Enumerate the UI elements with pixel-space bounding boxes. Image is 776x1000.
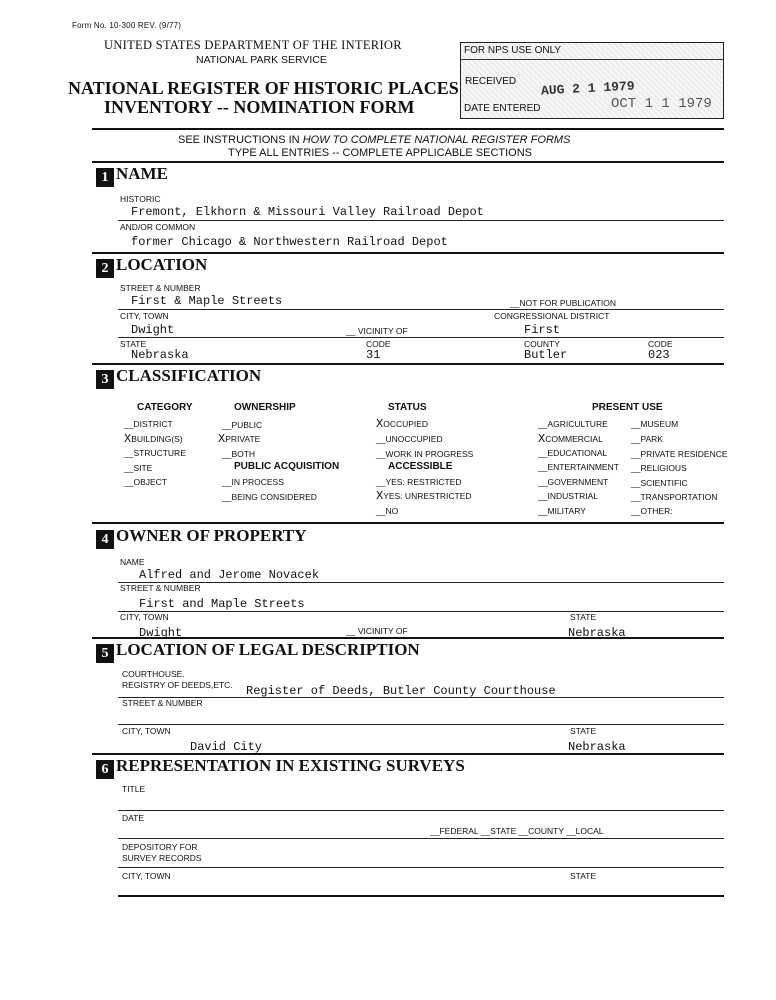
state-code-value: 31 xyxy=(366,348,381,362)
registry-label: REGISTRY OF DEEDS,ETC. xyxy=(122,680,233,690)
ownership-private: XPRIVATE xyxy=(218,432,261,446)
congressional-district-value: First xyxy=(524,323,561,337)
not-for-publication: __NOT FOR PUBLICATION xyxy=(510,298,616,308)
category-heading: CATEGORY xyxy=(137,402,193,413)
ownership-public: __PUBLIC xyxy=(222,420,263,430)
ownership-both: __BOTH xyxy=(222,449,256,459)
checked-mark: X xyxy=(218,432,226,446)
owner-street-value: First and Maple Streets xyxy=(139,597,305,611)
accessible-no: __NO xyxy=(376,506,399,516)
county-code-value: 023 xyxy=(648,348,670,362)
county-code-label: CODE xyxy=(648,339,673,349)
category-structure: __STRUCTURE xyxy=(124,448,186,458)
depository-label2: SURVEY RECORDS xyxy=(122,853,202,863)
status-occupied: XOCCUPIED xyxy=(376,417,429,431)
use-private-residence: __PRIVATE RESIDENCE xyxy=(631,449,728,459)
use-scientific: __SCIENTIFIC xyxy=(631,478,688,488)
legal-state-label: STATE xyxy=(570,726,597,736)
vicinity-of-label: __ VICINITY OF xyxy=(346,326,408,336)
owner-name-label: NAME xyxy=(120,557,145,567)
owner-city-label: CITY, TOWN xyxy=(120,612,169,622)
common-label: AND/OR COMMON xyxy=(120,222,196,232)
section-5-heading: 5 LOCATION OF LEGAL DESCRIPTION xyxy=(96,640,420,663)
congressional-district-label: CONGRESSIONAL DISTRICT xyxy=(494,311,610,321)
use-entertainment: __ENTERTAINMENT xyxy=(538,462,619,472)
category-district: __DISTRICT xyxy=(124,419,173,429)
service-name: NATIONAL PARK SERVICE xyxy=(196,54,327,66)
survey-date-label: DATE xyxy=(122,813,145,823)
acquisition-being-considered: __BEING CONSIDERED xyxy=(222,492,317,502)
survey-city-label: CITY, TOWN xyxy=(122,871,171,881)
category-site: __SITE xyxy=(124,463,153,473)
courthouse-label: COURTHOUSE. xyxy=(122,669,185,679)
status-heading: STATUS xyxy=(388,402,427,413)
use-commercial: XCOMMERCIAL xyxy=(538,432,603,446)
department-name: UNITED STATES DEPARTMENT OF THE INTERIOR xyxy=(104,38,402,52)
survey-state-label: STATE xyxy=(570,871,597,881)
accessible-restricted: __YES: RESTRICTED xyxy=(376,477,462,487)
status-unoccupied: __UNOCCUPIED xyxy=(376,434,443,444)
section-4-heading: 4 OWNER OF PROPERTY xyxy=(96,526,307,549)
section-6-heading: 6 REPRESENTATION IN EXISTING SURVEYS xyxy=(96,756,465,779)
use-government: __GOVERNMENT xyxy=(538,477,609,487)
use-military: __MILITARY xyxy=(538,506,586,516)
historic-label: HISTORIC xyxy=(120,194,161,204)
legal-state-value: Nebraska xyxy=(568,740,626,754)
legal-city-label: CITY, TOWN xyxy=(122,726,171,736)
use-park: __PARK xyxy=(631,434,663,444)
public-acquisition-heading: PUBLIC ACQUISITION xyxy=(234,461,340,472)
use-museum: __MUSEUM xyxy=(631,419,679,429)
use-educational: __EDUCATIONAL xyxy=(538,448,608,458)
instructions-line2: TYPE ALL ENTRIES -- COMPLETE APPLICABLE SECTIONS xyxy=(228,147,533,159)
use-other: __OTHER: xyxy=(631,506,673,516)
legal-city-value: David City xyxy=(190,740,263,754)
depository-label1: DEPOSITORY FOR xyxy=(122,842,198,852)
date-entered-stamp: OCT 1 1 1979 xyxy=(611,96,712,112)
owner-name-value: Alfred and Jerome Novacek xyxy=(139,568,320,582)
street-value: First & Maple Streets xyxy=(131,294,283,308)
checked-mark: X xyxy=(376,489,384,503)
checked-mark: X xyxy=(124,432,132,446)
section-2-heading: 2 LOCATION xyxy=(96,255,207,278)
owner-vicinity-label: __ VICINITY OF xyxy=(346,626,408,636)
category-buildings: XBUILDING(S) xyxy=(124,432,183,446)
city-label: CITY, TOWN xyxy=(120,311,169,321)
acquisition-in-process: __IN PROCESS xyxy=(222,477,284,487)
owner-state-label: STATE xyxy=(570,612,597,622)
use-industrial: __INDUSTRIAL xyxy=(538,491,598,501)
instructions-line1: SEE INSTRUCTIONS IN HOW TO COMPLETE NATIONAL REGISTER FORMS xyxy=(178,134,571,146)
survey-levels: __FEDERAL __STATE __COUNTY __LOCAL xyxy=(430,826,604,836)
present-use-heading: PRESENT USE xyxy=(592,402,663,413)
owner-street-label: STREET & NUMBER xyxy=(120,583,201,593)
received-stamp: AUG 2 1 1979 xyxy=(540,78,635,99)
owner-city-value: Dwight xyxy=(139,626,183,640)
checked-mark: X xyxy=(538,432,546,446)
use-agriculture: __AGRICULTURE xyxy=(538,419,608,429)
form-title-line1: NATIONAL REGISTER OF HISTORIC PLACES xyxy=(68,78,459,98)
common-name-value: former Chicago & Northwestern Railroad Depot xyxy=(131,235,448,249)
city-value: Dwight xyxy=(131,323,175,337)
owner-state-value: Nebraska xyxy=(568,626,626,640)
use-religious: __RELIGIOUS xyxy=(631,463,687,473)
nps-box-title: FOR NPS USE ONLY xyxy=(464,45,562,56)
courthouse-value: Register of Deeds, Butler County Courthouse xyxy=(246,684,556,698)
section-3-heading: 3 CLASSIFICATION xyxy=(96,366,261,389)
ownership-heading: OWNERSHIP xyxy=(234,402,296,413)
legal-street-label: STREET & NUMBER xyxy=(122,698,203,708)
category-object: __OBJECT xyxy=(124,477,167,487)
state-label: STATE xyxy=(120,339,147,349)
date-entered-label: DATE ENTERED xyxy=(464,103,541,114)
form-number: Form No. 10-300 REV. (9/77) xyxy=(72,21,182,30)
nps-use-only-box xyxy=(460,42,724,119)
accessible-heading: ACCESSIBLE xyxy=(388,461,453,472)
historic-name-value: Fremont, Elkhorn & Missouri Valley Railroad Depot xyxy=(131,205,484,219)
accessible-unrestricted: XYES: UNRESTRICTED xyxy=(376,489,472,503)
county-value: Butler xyxy=(524,348,568,362)
state-code-label: CODE xyxy=(366,339,391,349)
checked-mark: X xyxy=(376,417,384,431)
state-value: Nebraska xyxy=(131,348,189,362)
status-work-in-progress: __WORK IN PROGRESS xyxy=(376,449,474,459)
form-title-line2: INVENTORY -- NOMINATION FORM xyxy=(104,97,415,117)
survey-title-label: TITLE xyxy=(122,784,146,794)
section-1-heading: 1 NAME xyxy=(96,164,168,187)
use-transportation: __TRANSPORTATION xyxy=(631,492,718,502)
street-label: STREET & NUMBER xyxy=(120,283,201,293)
received-label: RECEIVED xyxy=(465,76,517,87)
county-label: COUNTY xyxy=(524,339,560,349)
